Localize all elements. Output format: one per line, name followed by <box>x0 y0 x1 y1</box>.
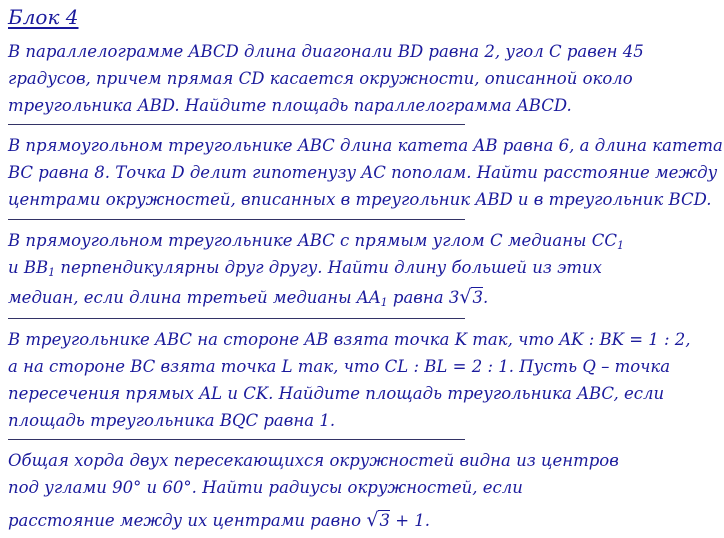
separator-2 <box>8 219 465 220</box>
problem-2-line-2: BC равна 8. Точка D делит гипотенузу AC пополам. Найти расстояние между <box>8 163 718 182</box>
radicand: 3 <box>379 511 390 530</box>
separator-4 <box>8 439 465 440</box>
problem-4-line-4: площадь треугольника BQC равна 1. <box>8 411 336 430</box>
problem-4-line-2: а на стороне BC взята точка L так, что CL : BL = 2 : 1. Пусть Q – точка <box>8 357 671 376</box>
problem-3-line-1-text: В прямоугольном треугольнике ABC с прямым углом C медианы CC <box>8 231 617 250</box>
problem-1-line-2: градусов, причем прямая CD касается окружности, описанной около <box>8 69 633 88</box>
problem-5-line-2: под углами 90° и 60°. Найти радиусы окружностей, если <box>8 478 523 497</box>
problem-3 <box>8 227 624 311</box>
problem-2 <box>8 132 723 213</box>
problem-3-line-2 <box>8 254 624 281</box>
problem-4-line-3: пересечения прямых AL и CK. Найдите площадь треугольника ABC, если <box>8 384 665 403</box>
sqrt-symbol: √3 <box>459 286 483 308</box>
subscript: 1 <box>380 296 388 309</box>
block-title: Блок 4 <box>8 5 79 29</box>
subscript: 1 <box>617 239 624 252</box>
problem-3-line-3-a: медиан, если длина третьей медианы AA <box>8 288 381 307</box>
problem-1-line-3: треугольника ABD. Найдите площадь параллелограмма ABCD. <box>8 96 572 115</box>
problem-2-line-1: В прямоугольном треугольнике ABC длина катета AB равна 6, а длина катета <box>8 136 723 155</box>
problem-5-line-3 <box>8 507 619 534</box>
radicand: 3 <box>472 288 483 307</box>
problem-2-line-3: центрами окружностей, вписанных в треугольник ABD и в треугольник BCD. <box>8 190 712 209</box>
separator-1 <box>8 124 465 125</box>
problem-1-line-1: В параллелограмме ABCD длина диагонали BD равна 2, угол C равен 45 <box>8 42 644 61</box>
problem-3-line-1 <box>8 227 624 254</box>
problem-3-line-3-end: . <box>482 288 489 307</box>
problem-3-line-2-a: и BB <box>8 258 49 277</box>
problem-3-line-3 <box>8 284 624 311</box>
problem-5-line-3-a: расстояние между их центрами равно <box>8 511 367 530</box>
subscript: 1 <box>48 266 56 279</box>
sqrt-symbol: √3 <box>366 509 390 531</box>
problem-5 <box>8 447 619 534</box>
problem-1 <box>8 38 644 119</box>
problem-3-line-2-b: перпендикулярны друг другу. Найти длину большей из этих <box>55 258 602 277</box>
problem-5-line-1: Общая хорда двух пересекающихся окружностей видна из центров <box>8 451 619 470</box>
problem-3-line-3-b: равна 3 <box>387 288 460 307</box>
problem-4 <box>8 326 691 434</box>
problem-4-line-1: В треугольнике ABC на стороне AB взята точка K так, что AK : BK = 1 : 2, <box>8 330 691 349</box>
separator-3 <box>8 318 465 319</box>
problem-5-line-3-end: + 1. <box>389 511 431 530</box>
